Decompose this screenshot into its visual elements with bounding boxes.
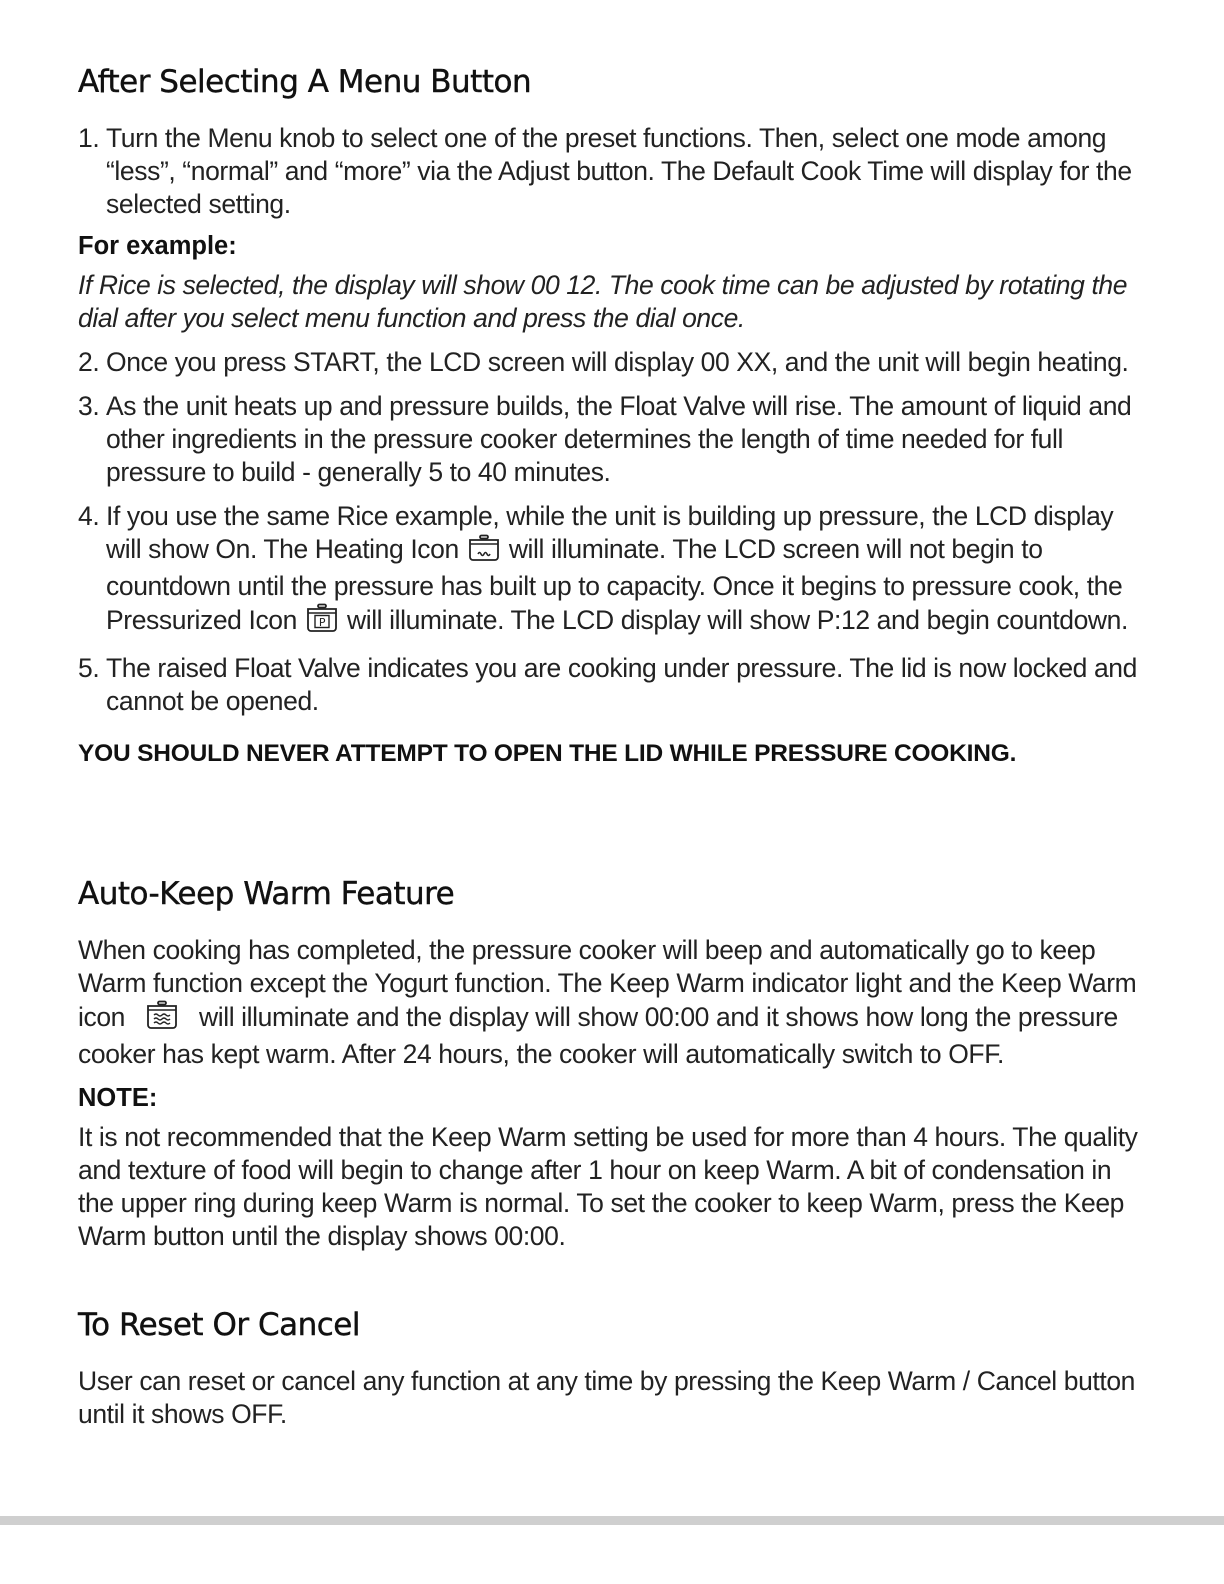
pressurized-icon bbox=[305, 603, 339, 641]
pressurized-icon-letter: P bbox=[318, 616, 326, 629]
section-title-auto-keep-warm: Auto-Keep Warm Feature bbox=[78, 876, 455, 912]
note-text: It is not recommended that the Keep Warm setting be used for more than 4 hours. The quality and texture of food will begin to change after 1 hour on keep Warm. A bit of condensation in the upper ring during keep Warm is normal. To set the cooker to keep Warm, press the Keep Warm button until the display shows 00:00. bbox=[78, 1122, 1138, 1251]
section-title-after-selecting: After Selecting A Menu Button bbox=[78, 64, 532, 100]
step-1 bbox=[78, 122, 1148, 221]
reset-cancel-text: User can reset or cancel any function at any time by pressing the Keep Warm / Cancel button until it shows OFF. bbox=[78, 1366, 1136, 1429]
step-text: Once you press START, the LCD screen will display 00 XX, and the unit will begin heating. bbox=[106, 347, 1129, 377]
step-number: 3. bbox=[78, 391, 100, 421]
keep-warm-paragraph bbox=[78, 934, 1148, 1071]
step-text: As the unit heats up and pressure builds, the Float Valve will rise. The amount of liquid and other ingredients in the pressure cooker determines the length of time needed for full pressure to build - generally 5 to 40 minutes. bbox=[106, 391, 1132, 487]
step-text: Turn the Menu knob to select one of the preset functions. Then, select one mode among “less”, “normal” and “more” via the Adjust button. The Default Cook Time will display for the selected setting. bbox=[106, 123, 1132, 219]
step-number: 1. bbox=[78, 123, 100, 153]
step-number: 2. bbox=[78, 347, 100, 377]
example-label: For example: bbox=[78, 232, 237, 260]
keep-warm-text-a: When cooking has completed, the pressure cooker will beep and automatically go to keep Warm function except the Yogurt function. The Keep Warm indicator light and the Keep Warm icon bbox=[78, 935, 1137, 1032]
note-label: NOTE: bbox=[78, 1084, 158, 1112]
keep-warm-text-b: will illuminate and the display will show 00:00 and it shows how long the pressure cooker has kept warm. After 24 hours, the cooker will automatically switch to OFF. bbox=[78, 1002, 1118, 1069]
section-title-reset-cancel: To Reset Or Cancel bbox=[78, 1307, 360, 1343]
example-text: If Rice is selected, the display will show 00 12. The cook time can be adjusted by rotating the dial after you select menu function and press the dial once. bbox=[78, 270, 1128, 333]
step-number: 5. bbox=[78, 653, 100, 683]
step-3 bbox=[78, 390, 1148, 489]
step-text: The raised Float Valve indicates you are cooking under pressure. The lid is now locked and cannot be opened. bbox=[106, 653, 1137, 716]
step-text-a: If you use the same Rice example, while the unit is building up pressure, the LCD display will show On. The Heating Icon bbox=[106, 501, 1114, 564]
keep-warm-icon bbox=[145, 1000, 179, 1038]
step-2 bbox=[78, 346, 1148, 379]
step-4 bbox=[78, 500, 1148, 641]
step-text-c: will illuminate. The LCD display will show P:12 and begin countdown. bbox=[346, 605, 1128, 635]
step-5 bbox=[78, 652, 1148, 718]
step-number: 4. bbox=[78, 501, 100, 531]
steps-list-continued bbox=[78, 346, 1148, 718]
step-text-b: will illuminate. The LCD screen will not begin to countdown until the pressure has built up to capacity. Once it begins to pressure cook, the Pressurized Icon bbox=[106, 534, 1123, 635]
heating-icon bbox=[467, 534, 501, 570]
warning-text: YOU SHOULD NEVER ATTEMPT TO OPEN THE LID WHILE PRESSURE COOKING. bbox=[78, 740, 1017, 767]
steps-list bbox=[78, 122, 1148, 221]
bottom-divider bbox=[0, 1516, 1224, 1525]
manual-page bbox=[78, 60, 1148, 1431]
